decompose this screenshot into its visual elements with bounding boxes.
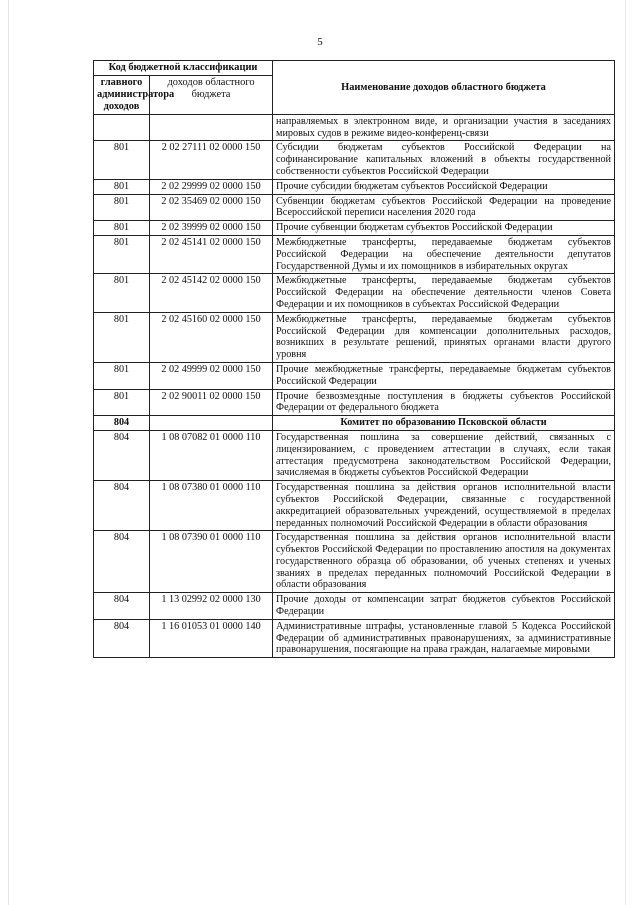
income-code-cell: 2 02 35469 02 0000 150 <box>150 194 273 221</box>
table-row <box>94 389 615 416</box>
income-code-cell: 2 02 45160 02 0000 150 <box>150 312 273 362</box>
admin-code-cell: 804 <box>94 593 150 620</box>
income-code-cell: 2 02 29999 02 0000 150 <box>150 179 273 194</box>
table-row <box>94 593 615 620</box>
income-name-cell: Субвенции бюджетам субъектов Российской Федерации на проведение Всероссийской переписи населения 2020 года <box>273 194 615 221</box>
admin-code-cell: 801 <box>94 235 150 273</box>
income-name-cell: Государственная пошлина за действия органов исполнительной власти субъектов Российской Федерации по проставлению апостиля на документах государственного образца об образовании, об ученых степенях и ученых званиях в пределах переданных полномочий Российской Федерации в области образования <box>273 531 615 593</box>
income-code-cell: 2 02 45141 02 0000 150 <box>150 235 273 273</box>
table-row <box>94 114 615 141</box>
section-empty-cell <box>150 416 273 431</box>
table-row <box>94 481 615 531</box>
admin-code-cell: 804 <box>94 531 150 593</box>
income-code-cell: 2 02 45142 02 0000 150 <box>150 274 273 312</box>
admin-code-cell: 801 <box>94 362 150 389</box>
table-row <box>94 221 615 236</box>
table-row <box>94 312 615 362</box>
table-row <box>94 235 615 273</box>
income-name-cell: Межбюджетные трансферты, передаваемые бюджетам субъектов Российской Федерации для компенсации дополнительных расходов, возникших в результате решений, принятых органами власти другого уровня <box>273 312 615 362</box>
table-row <box>94 179 615 194</box>
income-code-cell: 1 08 07082 01 0000 110 <box>150 430 273 480</box>
income-name-cell: Прочие безвозмездные поступления в бюджеты субъектов Российской Федерации от федерального бюджета <box>273 389 615 416</box>
section-header-row <box>94 416 615 431</box>
table-row <box>94 430 615 480</box>
income-name-cell: Прочие доходы от компенсации затрат бюджетов субъектов Российской Федерации <box>273 593 615 620</box>
admin-code-cell: 801 <box>94 312 150 362</box>
income-code-cell: 1 16 01053 01 0000 140 <box>150 619 273 657</box>
admin-code-cell: 801 <box>94 179 150 194</box>
admin-code-cell: 801 <box>94 194 150 221</box>
table-row <box>94 531 615 593</box>
income-name-cell: Прочие субсидии бюджетам субъектов Российской Федерации <box>273 179 615 194</box>
header-admin-column: главного администратора доходов <box>94 75 150 114</box>
admin-code-cell: 801 <box>94 274 150 312</box>
scan-edge-right <box>625 0 626 905</box>
section-title: Комитет по образованию Псковской области <box>273 416 615 431</box>
table-row <box>94 362 615 389</box>
header-budget-code-group: Код бюджетной классификации <box>94 61 273 76</box>
income-name-cell: Прочие межбюджетные трансферты, передаваемые бюджетам субъектов Российской Федерации <box>273 362 615 389</box>
header-income-code-column: доходов областного бюджета <box>150 75 273 114</box>
table-row <box>94 619 615 657</box>
income-name-cell: Административные штрафы, установленные главой 5 Кодекса Российской Федерации об административных правонарушениях, за административные правонарушения, посягающие на права граждан, налагаемые мировыми <box>273 619 615 657</box>
income-name-cell: Межбюджетные трансферты, передаваемые бюджетам субъектов Российской Федерации на обеспечение деятельности депутатов Государственной Думы и их помощников в избирательных округах <box>273 235 615 273</box>
admin-code-cell: 804 <box>94 481 150 531</box>
admin-code-cell: 801 <box>94 141 150 179</box>
income-code-cell: 2 02 90011 02 0000 150 <box>150 389 273 416</box>
admin-code-cell: 801 <box>94 221 150 236</box>
admin-code-cell: 804 <box>94 619 150 657</box>
table-header-row-1 <box>94 61 615 76</box>
budget-income-table <box>93 60 615 658</box>
income-code-cell: 1 08 07380 01 0000 110 <box>150 481 273 531</box>
income-code-cell: 2 02 39999 02 0000 150 <box>150 221 273 236</box>
income-code-cell <box>150 114 273 141</box>
admin-code-cell <box>94 114 150 141</box>
income-name-cell: Государственная пошлина за совершение действий, связанных с лицензированием, с проведением аттестации в случаях, если такая аттестация предусмотрена законодательством Российской Федерации, зачисляемая в бюджеты субъектов Российской Федерации <box>273 430 615 480</box>
table-row <box>94 141 615 179</box>
admin-code-cell: 804 <box>94 430 150 480</box>
scan-edge-left <box>8 0 9 905</box>
income-name-cell: Межбюджетные трансферты, передаваемые бюджетам субъектов Российской Федерации на обеспечение деятельности членов Совета Федерации и их помощников в субъектах Российской Федерации <box>273 274 615 312</box>
table-row <box>94 274 615 312</box>
income-name-cell: Субсидии бюджетам субъектов Российской Федерации на софинансирование капитальных вложений в объекты государственной собственности субъектов Российской Федерации <box>273 141 615 179</box>
header-income-name: Наименование доходов областного бюджета <box>273 61 615 115</box>
page-number: 5 <box>317 36 323 48</box>
section-admin-code: 804 <box>94 416 150 431</box>
table-row <box>94 194 615 221</box>
income-name-cell: Прочие субвенции бюджетам субъектов Российской Федерации <box>273 221 615 236</box>
income-code-cell: 1 13 02992 02 0000 130 <box>150 593 273 620</box>
admin-code-cell: 801 <box>94 389 150 416</box>
income-name-cell: Государственная пошлина за действия органов исполнительной власти субъектов Российской Федерации, связанные с государственной аккредитацией образовательных учреждений, осуществляемой в пределах переданных полномочий Российской Федерации в области образования <box>273 481 615 531</box>
income-code-cell: 2 02 49999 02 0000 150 <box>150 362 273 389</box>
income-code-cell: 2 02 27111 02 0000 150 <box>150 141 273 179</box>
income-name-cell: направляемых в электронном виде, и организации участия в заседаниях мировых судов в режиме видео-конференц-связи <box>273 114 615 141</box>
income-code-cell: 1 08 07390 01 0000 110 <box>150 531 273 593</box>
